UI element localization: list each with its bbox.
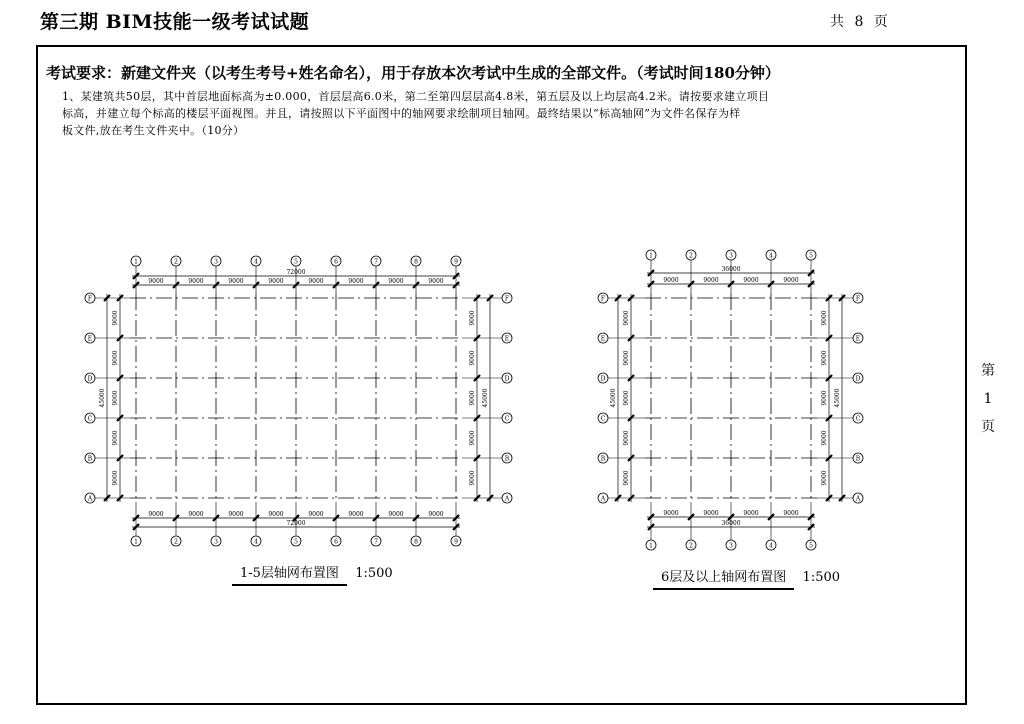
axis-label: F	[504, 295, 510, 303]
question-line: 板文件,放在考生文件夹中。（10分）	[62, 124, 245, 137]
axis-label: F	[855, 295, 861, 303]
axis-label: F	[87, 295, 93, 303]
axis-label: 5	[294, 258, 298, 266]
dimension-text: 9000	[428, 511, 444, 518]
side-page-char: 第	[981, 363, 995, 379]
dimension-text: 9000	[308, 278, 324, 285]
axis-label: A	[87, 495, 93, 503]
axis-label: 9	[454, 258, 458, 266]
axis-label: 4	[769, 252, 773, 260]
axis-label: A	[855, 495, 861, 503]
dimension-text: 9000	[188, 278, 204, 285]
axis-label: 6	[334, 258, 338, 266]
dimension-text: 9000	[623, 350, 630, 366]
dimension-text: 9000	[188, 511, 204, 518]
axis-label: B	[855, 455, 861, 463]
dimension-text: 9000	[268, 278, 284, 285]
axis-label: D	[87, 375, 93, 383]
axis-label: 8	[414, 538, 418, 546]
dimension-total-text: 72000	[286, 520, 306, 527]
axis-label: 5	[809, 542, 813, 550]
axis-label: 2	[689, 542, 693, 550]
axis-label: 4	[254, 538, 258, 546]
axis-label: B	[504, 455, 510, 463]
dimension-total-text: 45000	[482, 388, 489, 408]
axis-label: 8	[414, 258, 418, 266]
axis-label: B	[87, 455, 93, 463]
axis-label: C	[855, 415, 861, 423]
dimension-text: 9000	[469, 470, 476, 486]
side-page-char: 页	[981, 419, 995, 435]
plan-caption-title: 6层及以上轴网布置图	[653, 566, 794, 590]
dimension-total-text: 45000	[834, 388, 841, 408]
axis-label: C	[504, 415, 510, 423]
axis-label: 3	[729, 542, 733, 550]
dimension-text: 9000	[469, 390, 476, 406]
dimension-text: 9000	[388, 511, 404, 518]
plan-caption-2	[653, 566, 840, 590]
dimension-text: 9000	[469, 430, 476, 446]
dimension-text: 9000	[428, 278, 444, 285]
dimension-text: 9000	[228, 278, 244, 285]
axis-label: 3	[729, 252, 733, 260]
axis-label: 7	[374, 538, 378, 546]
axis-label: C	[600, 415, 606, 423]
dimension-text: 9000	[783, 510, 799, 517]
dimension-text: 9000	[112, 470, 119, 486]
axis-label: 7	[374, 258, 378, 266]
axis-label: D	[600, 375, 606, 383]
dimension-text: 9000	[268, 511, 284, 518]
dimension-text: 9000	[743, 510, 759, 517]
dimension-text: 9000	[821, 470, 828, 486]
dimension-text: 9000	[821, 310, 828, 326]
axis-label: 4	[254, 258, 258, 266]
dimension-text: 9000	[703, 277, 719, 284]
dimension-text: 9000	[112, 350, 119, 366]
dimension-text: 9000	[228, 511, 244, 518]
plan-caption-1	[232, 562, 393, 586]
axis-label: 1	[649, 252, 653, 260]
dimension-text: 9000	[148, 511, 164, 518]
question-line: 1、某建筑共50层，其中首层地面标高为±0.000，首层层高6.0米，第二至第四层层高4.8米，第五层及以上均层高4.2米。请按要求建立项目	[62, 90, 770, 103]
axis-label: E	[600, 335, 606, 343]
dimension-text: 9000	[821, 350, 828, 366]
dimension-text: 9000	[703, 510, 719, 517]
dimension-total-text: 45000	[610, 388, 617, 408]
dimension-text: 9000	[469, 310, 476, 326]
dimension-text: 9000	[623, 430, 630, 446]
axis-label: 2	[174, 258, 178, 266]
dimension-text: 9000	[663, 510, 679, 517]
exam-title: 第三期 BIM技能一级考试试题	[40, 11, 310, 33]
axis-label: 2	[689, 252, 693, 260]
axis-label: F	[600, 295, 606, 303]
axis-label: 4	[769, 542, 773, 550]
exam-requirement: 考试要求：新建文件夹（以考生考号+姓名命名），用于存放本次考试中生成的全部文件。（考试时间180分钟）	[46, 64, 780, 82]
dimension-total-text: 36000	[721, 266, 741, 273]
dimension-text: 9000	[663, 277, 679, 284]
dimension-text: 9000	[112, 430, 119, 446]
side-page-char: 1	[983, 391, 993, 407]
dimension-text: 9000	[743, 277, 759, 284]
question-line: 标高，并建立每个标高的楼层平面视图。并且，请按照以下平面图中的轴网要求绘制项目轴网。最终结果以“标高轴网”为文件名保存为样	[62, 107, 741, 120]
axis-label: 3	[214, 258, 218, 266]
axis-label: B	[600, 455, 606, 463]
dimension-total-text: 72000	[286, 269, 306, 276]
axis-label: D	[855, 375, 861, 383]
dimension-text: 9000	[348, 278, 364, 285]
axis-label: E	[87, 335, 93, 343]
dimension-text: 9000	[821, 390, 828, 406]
axis-label: 3	[214, 538, 218, 546]
dimension-text: 9000	[469, 350, 476, 366]
dimension-text: 9000	[112, 310, 119, 326]
axis-label: E	[855, 335, 861, 343]
dimension-text: 9000	[308, 511, 324, 518]
dimension-text: 9000	[821, 430, 828, 446]
dimension-text: 9000	[623, 310, 630, 326]
axis-label: 2	[174, 538, 178, 546]
axis-label: 5	[294, 538, 298, 546]
axis-label: E	[504, 335, 510, 343]
plan-caption-scale: 1:500	[802, 570, 841, 585]
plan-caption-title: 1-5层轴网布置图	[232, 562, 347, 586]
dimension-text: 9000	[112, 390, 119, 406]
dimension-text: 9000	[148, 278, 164, 285]
axis-label: 9	[454, 538, 458, 546]
dimension-text: 9000	[388, 278, 404, 285]
dimension-total-text: 36000	[721, 520, 741, 527]
dimension-text: 9000	[348, 511, 364, 518]
axis-label: A	[504, 495, 510, 503]
dimension-text: 9000	[783, 277, 799, 284]
dimension-total-text: 45000	[99, 388, 106, 408]
dimension-text: 9000	[623, 390, 630, 406]
axis-label: 1	[134, 258, 138, 266]
axis-label: 1	[649, 542, 653, 550]
axis-label: 5	[809, 252, 813, 260]
total-pages: 共 8 页	[830, 14, 888, 30]
axis-label: D	[504, 375, 510, 383]
axis-label: C	[87, 415, 93, 423]
axis-label: 6	[334, 538, 338, 546]
axis-label: 1	[134, 538, 138, 546]
plan-caption-scale: 1:500	[355, 566, 393, 581]
dimension-text: 9000	[623, 470, 630, 486]
axis-label: A	[600, 495, 606, 503]
